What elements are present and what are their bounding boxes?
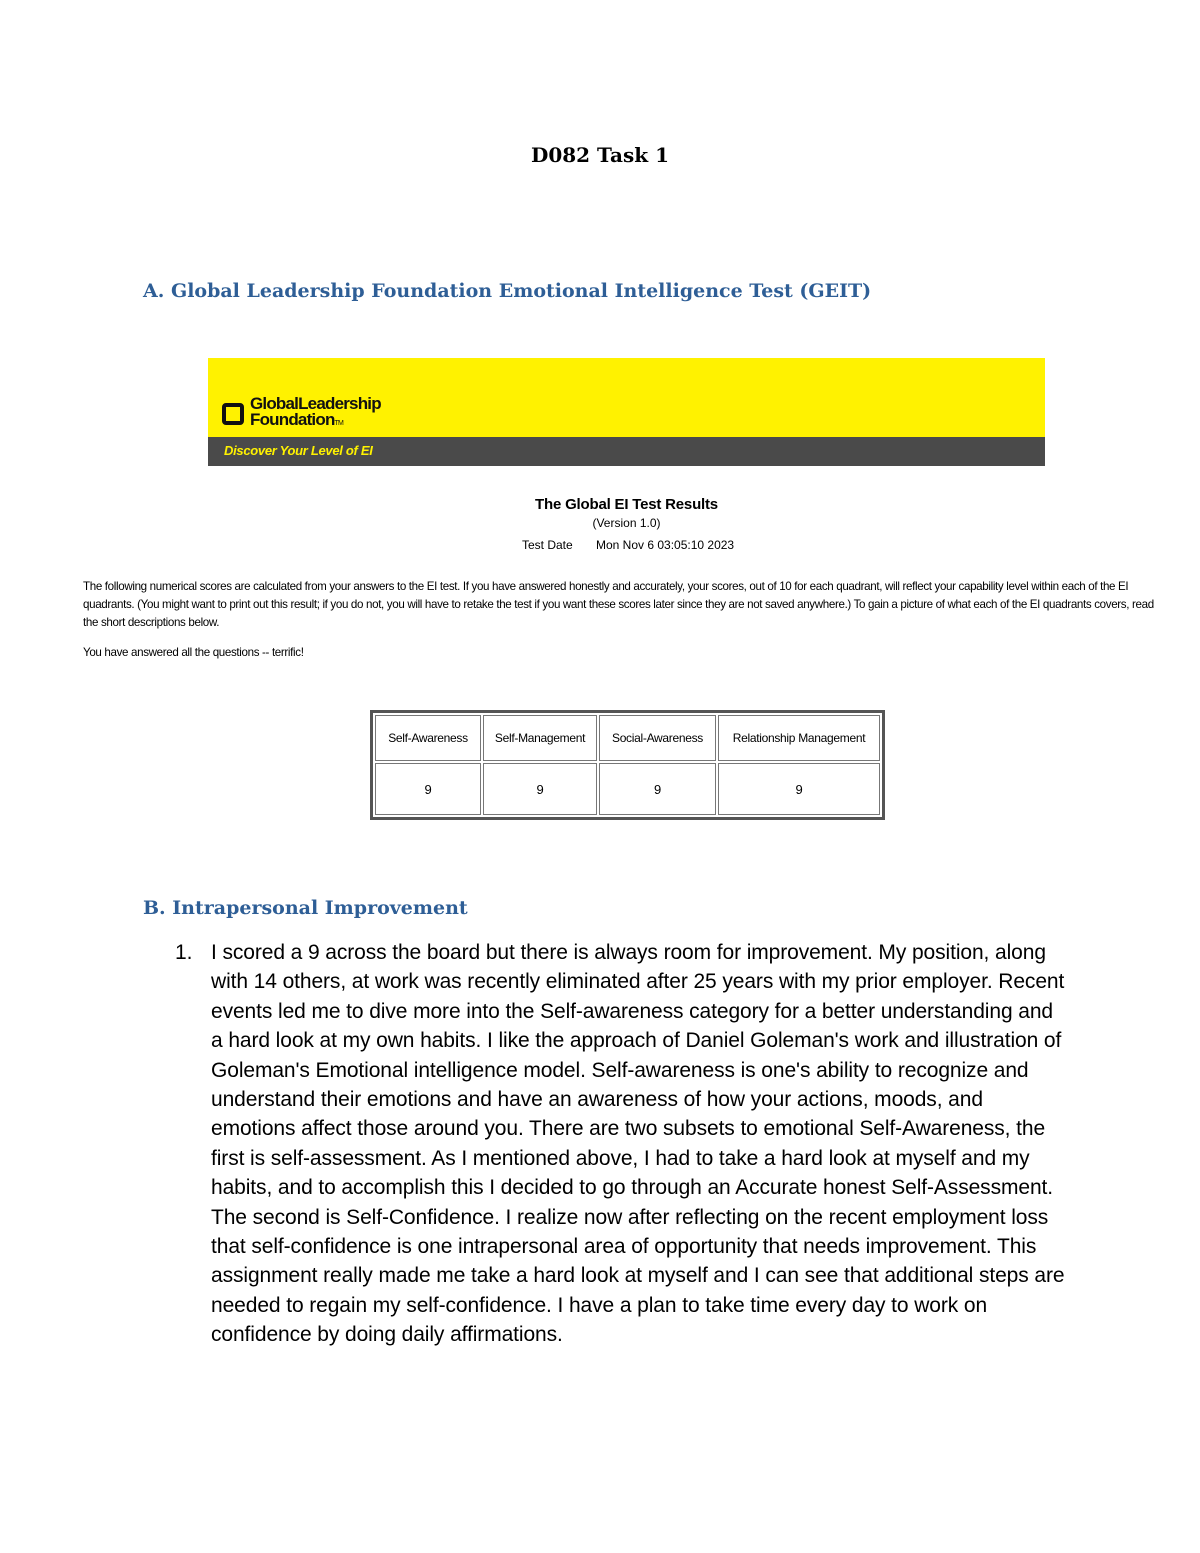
banner-strip bbox=[208, 437, 1045, 466]
score-social-awareness: 9 bbox=[599, 763, 716, 815]
score-self-awareness: 9 bbox=[375, 763, 481, 815]
list-item-text: I scored a 9 across the board but there is always room for improvement. My position, along with 14 others, at work was recently eliminated after 25 years with my prior employer. Recent events led me to dive more into the Self-awareness category for a better understanding and a hard look at my own habits. I like the approach of Daniel Goleman's work and illustration of Goleman's Emotional intelligence model. Self-awareness is one's ability to recognize and understand their emotions and have an awareness of how your actions, moods, and emotions affect those around you. There are two subsets to emotional Self-Awareness, the first is self-assessment. As I mentioned above, I had to take a hard look at myself and my habits, and to accomplish this I decided to go through an Accurate honest Self-Assessment. The second is Self-Confidence. I realize now after reflecting on the recent employment loss that self-confidence is one intrapersonal area of opportunity that needs improvement. This assignment really made me take a hard look at myself and I can see that additional steps are needed to regain my self-confidence. I have a plan to take time every day to work on confidence by doing daily affirmations. bbox=[211, 941, 1065, 1347]
glf-logo-text bbox=[250, 396, 381, 432]
header-self-management: Self-Management bbox=[483, 715, 597, 761]
header-self-awareness: Self-Awareness bbox=[375, 715, 481, 761]
document-title: D082 Task 1 bbox=[531, 143, 669, 167]
score-self-management: 9 bbox=[483, 763, 597, 815]
scores-header-row bbox=[375, 715, 880, 761]
ei-scores-table bbox=[370, 710, 885, 820]
score-relationship-management: 9 bbox=[718, 763, 880, 815]
scores-value-row bbox=[375, 763, 880, 815]
logo-line2: Foundation bbox=[250, 410, 335, 429]
logo-line1: GlobalLeadership bbox=[250, 394, 381, 413]
list-item-number: 1. bbox=[175, 941, 193, 964]
test-date-label: Test Date bbox=[522, 538, 573, 552]
results-version: (Version 1.0) bbox=[592, 516, 661, 530]
test-date-value: Mon Nov 6 03:05:10 2023 bbox=[596, 538, 735, 552]
results-intro-text: The following numerical scores are calculated from your answers to the EI test. If you have answered honestly and accurately, your scores, out of 10 for each quadrant, will reflect your capability level within each of the EI quadrants. (You might want to print out this result; if you do not, you will have to retake the test if you want these scores later since they are not saved anywhere.) To gain a picture of what each of the EI quadrants covers, read the short descriptions below. bbox=[83, 580, 1154, 629]
improvement-list bbox=[175, 938, 1070, 1350]
answered-all-text: You have answered all the questions -- terrific! bbox=[83, 646, 304, 659]
glf-logo-icon bbox=[222, 403, 244, 425]
section-b-heading: B. Intrapersonal Improvement bbox=[143, 897, 468, 919]
header-social-awareness: Social-Awareness bbox=[599, 715, 716, 761]
header-relationship-management: Relationship Management bbox=[718, 715, 880, 761]
results-title: The Global EI Test Results bbox=[535, 496, 718, 513]
section-a-heading: A. Global Leadership Foundation Emotional Intelligence Test (GEIT) bbox=[143, 280, 872, 302]
banner-tagline: Discover Your Level of EI bbox=[224, 443, 373, 458]
glf-banner bbox=[208, 358, 1045, 466]
logo-tm: TM bbox=[334, 420, 344, 427]
glf-logo bbox=[222, 396, 381, 432]
